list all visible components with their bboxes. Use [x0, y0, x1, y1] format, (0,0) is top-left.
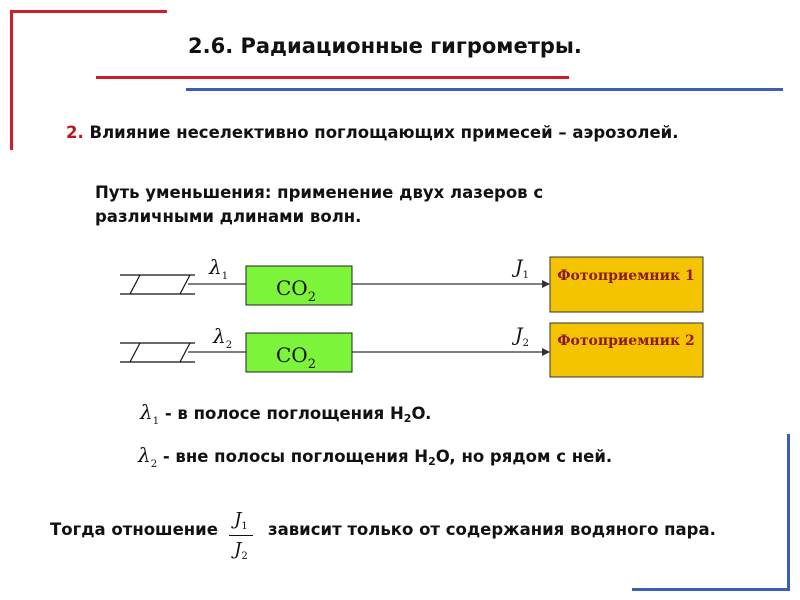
- point-number: 2.: [66, 123, 84, 142]
- detector-2-label: Фотоприемник 2: [557, 333, 695, 349]
- ratio-numerator: $J_1$: [234, 509, 248, 532]
- detector-1: [550, 257, 703, 312]
- legend-lambda-1: $\lambda_1$ - в полосе поглощения $H_2O$.: [140, 400, 432, 427]
- co2-cell-1-label: $CO_2$: [276, 276, 316, 305]
- detector-1-label: Фотоприемник 1: [557, 268, 695, 284]
- signal-j1-label: $J_1$: [515, 256, 529, 281]
- ratio-j1-j2: [226, 506, 256, 566]
- co2-cell-2-label: $CO_2$: [276, 343, 316, 372]
- ratio-denominator: $J_2$: [234, 539, 248, 562]
- lambda-1-symbol: $\lambda_1$: [140, 400, 160, 427]
- lambda-1-label: $\lambda_1$: [209, 255, 229, 282]
- point-text: Влияние неселективно поглощающих примесей – аэрозолей.: [89, 123, 679, 142]
- laser-2: [120, 343, 195, 362]
- laser-1: [120, 275, 195, 294]
- legend-lambda-2: $\lambda_2$ - вне полосы поглощения $H_2O$, но рядом с ней.: [138, 443, 613, 470]
- signal-j2-label: $J_2$: [515, 324, 529, 349]
- slide-title: 2.6. Радиационные гигрометры.: [188, 34, 582, 58]
- method-line-1: Путь уменьшения: применение двух лазеров с: [95, 183, 544, 202]
- lambda-2-label: $\lambda_2$: [213, 324, 233, 351]
- conclusion-before: Тогда отношение: [50, 520, 218, 539]
- lambda-2-symbol: $\lambda_2$: [138, 443, 158, 470]
- detector-2: [550, 323, 703, 377]
- method-line-2: различными длинами волн.: [95, 207, 362, 226]
- fraction-bar: [229, 535, 253, 536]
- conclusion-after: зависит только от содержания водяного пара.: [268, 520, 716, 539]
